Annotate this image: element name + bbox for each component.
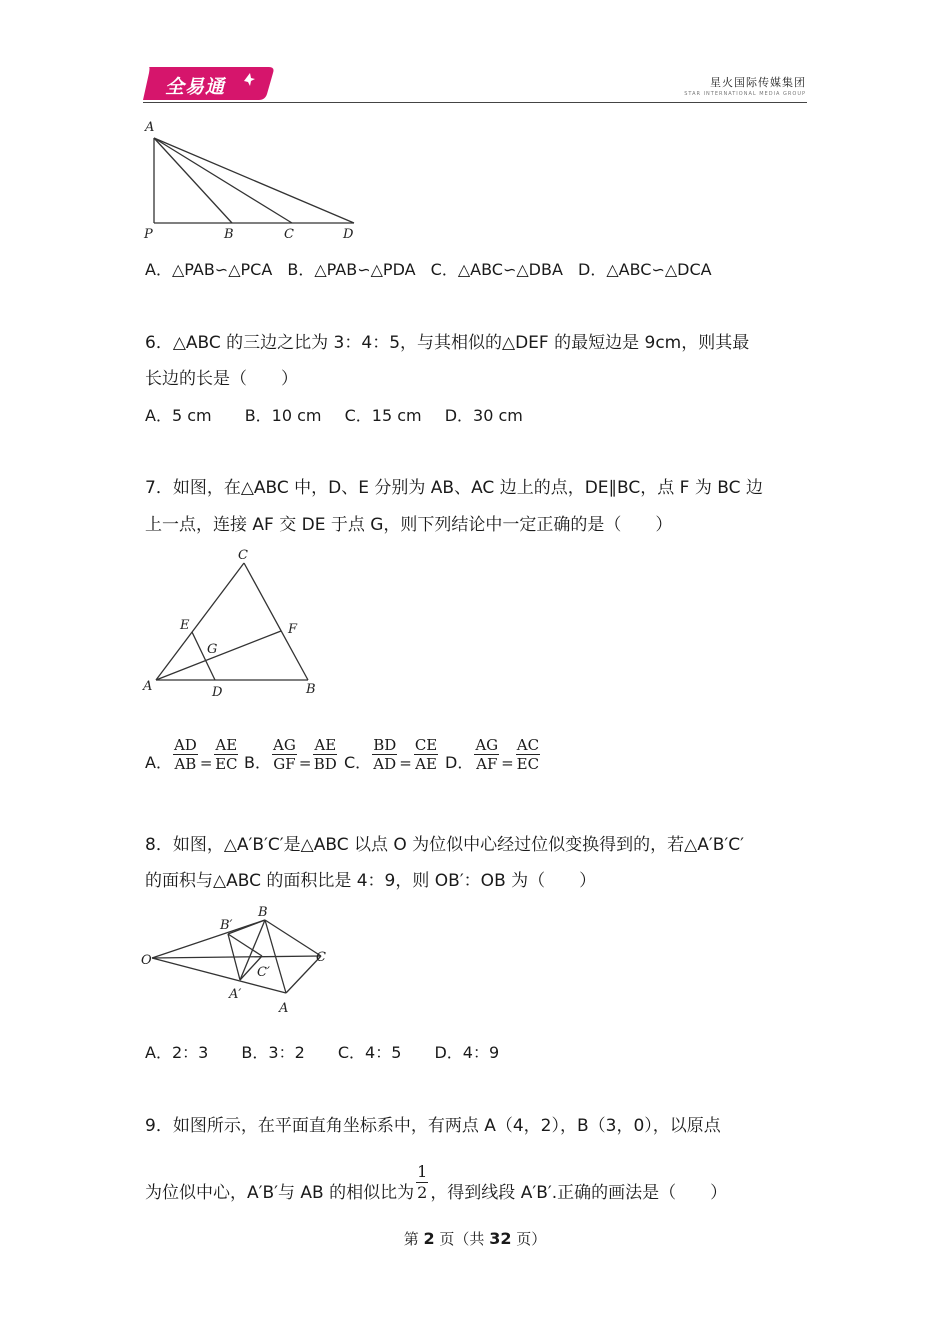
q7-option-c-letter: C．: [344, 753, 372, 772]
fig7-label-f: F: [288, 622, 298, 637]
q7-option-a-fraction-right: $\frac{AE}{EC}$: [215, 736, 238, 773]
fig7-label-a: A: [143, 679, 153, 694]
brand-name: 星火国际传媒集团: [710, 76, 806, 89]
q7-option-b-fraction-left: $\frac{AG}{GF}$: [272, 736, 296, 773]
fig5-label-c: C: [284, 227, 294, 242]
fig7-label-c: C: [238, 548, 248, 563]
q7-option-d-equals: =: [501, 754, 514, 772]
figure-q8: [138, 898, 338, 1018]
q7-option-c-equals: =: [399, 754, 412, 772]
fig5-label-d: D: [343, 227, 354, 242]
q8-option-a[interactable]: A．2：3: [145, 1043, 209, 1062]
fig8-label-b: B: [258, 905, 268, 920]
q7-option-a[interactable]: [145, 736, 239, 773]
q7-option-d-letter: D．: [445, 753, 474, 772]
fig8-label-a1: A′: [229, 987, 242, 1002]
logo-text: 全易通: [165, 76, 226, 98]
q5-option-c[interactable]: C．△ABC∽△DBA: [430, 260, 563, 279]
q7-option-d-fraction-right: $\frac{AC}{EC}$: [516, 736, 540, 773]
q7-option-a-letter: A．: [145, 753, 172, 772]
q9-line2-pre: 为位似中心，A′B′与 AB 的相似比为: [145, 1183, 415, 1203]
brand-subtitle: STAR INTERNATIONAL MEDIA GROUP: [684, 91, 806, 97]
q7-option-d-fraction-left: $\frac{AG}{AF}$: [475, 736, 499, 773]
q5-option-a[interactable]: A．△PAB∽△PCA: [145, 260, 273, 279]
fig8-segment-ob: [152, 920, 265, 958]
q8-option-d[interactable]: D．4：9: [434, 1043, 500, 1062]
header-divider: [143, 102, 807, 103]
fig7-segment-cb: [244, 563, 308, 680]
q7-text-line2: 上一点，连接 AF 交 DE 于点 G，则下列结论中一定正确的是（ ）: [145, 515, 673, 535]
q6-option-c[interactable]: C．15 cm: [344, 406, 422, 425]
q8-text-line1: 8．如图，△A′B′C′是△ABC 以点 O 为位似中心经过位似变换得到的，若△A′B′C′: [145, 835, 744, 855]
brand-block: [684, 74, 806, 97]
q7-option-c[interactable]: [344, 736, 439, 773]
fig7-label-g: G: [207, 642, 218, 657]
page-footer: [0, 1228, 950, 1249]
q9-fraction-numerator: 1: [417, 1162, 428, 1181]
fig8-label-o: O: [141, 953, 152, 968]
footer-total-pages: 32: [489, 1229, 512, 1248]
fig7-label-d: D: [212, 685, 223, 700]
fig8-label-c: C: [316, 950, 326, 965]
q7-option-a-fraction-left: $\frac{AD}{AB}$: [173, 736, 197, 773]
logo: [143, 67, 275, 100]
fig5-segment-ab: [154, 138, 232, 223]
fig5-label-a: A: [145, 120, 155, 135]
fig5-segment-ad: [154, 138, 354, 223]
q7-option-b-equals: =: [298, 754, 312, 772]
fig8-label-a: A: [279, 1001, 289, 1016]
q8-option-b[interactable]: B．3：2: [241, 1043, 305, 1062]
q7-option-b-letter: B．: [244, 753, 271, 772]
q5-option-d[interactable]: D．△ABC∽△DCA: [578, 260, 712, 279]
footer-pre: 第: [403, 1230, 424, 1248]
q9-text-line1: 9．如图所示，在平面直角坐标系中，有两点 A（4，2），B（3，0），以原点: [145, 1116, 721, 1136]
q6-option-b[interactable]: B．10 cm: [244, 406, 322, 425]
q8-text-line2: 的面积与△ABC 的面积比是 4：9，则 OB′：OB 为（ ）: [145, 871, 597, 891]
q6-text-line1: 6．△ABC 的三边之比为 3：4：5，与其相似的△DEF 的最短边是 9cm，则其最: [145, 333, 750, 353]
q7-option-b-fraction-right: $\frac{AE}{BD}$: [313, 736, 337, 773]
fig8-label-b1: B′: [220, 918, 233, 933]
fig5-segment-ac: [154, 138, 292, 223]
fig8-segment-oc: [152, 956, 321, 958]
fig5-label-b: B: [224, 227, 234, 242]
q5-option-b[interactable]: B．△PAB∽△PDA: [287, 260, 416, 279]
q7-option-d[interactable]: [445, 736, 541, 773]
q5-options: [145, 260, 722, 280]
footer-mid: 页（共: [434, 1230, 490, 1248]
footer-page-number: 2: [423, 1229, 435, 1248]
q8-options: [145, 1043, 509, 1063]
q8-option-c[interactable]: C．4：5: [337, 1043, 402, 1062]
fig7-label-b: B: [306, 682, 316, 697]
q7-option-c-fraction-left: $\frac{BD}{AD}$: [373, 736, 397, 773]
q7-option-c-fraction-right: $\frac{CE}{AE}$: [414, 736, 438, 773]
footer-post: 页）: [511, 1230, 547, 1248]
q9-line2-post: ，得到线段 A′B′.正确的画法是（ ）: [430, 1183, 728, 1203]
q6-option-d[interactable]: D．30 cm: [444, 406, 523, 425]
q9-fraction: [416, 1162, 428, 1203]
q6-options: [145, 406, 533, 426]
fig5-label-p: P: [144, 227, 153, 242]
q6-text-line2: 长边的长是（ ）: [145, 369, 298, 389]
fig8-label-c1: C′: [257, 965, 270, 980]
q7-option-b[interactable]: [244, 736, 338, 773]
figure-q7: [140, 543, 330, 703]
q9-fraction-denominator: 2: [417, 1183, 428, 1202]
q6-option-a[interactable]: A．5 cm: [145, 406, 212, 425]
q9-text-line2: [145, 1162, 727, 1203]
fig7-label-e: E: [180, 618, 190, 633]
q7-text-line1: 7．如图，在△ABC 中，D、E 分别为 AB、AC 边上的点，DE∥BC，点 F 为 BC 边: [145, 478, 763, 498]
q7-option-a-equals: =: [199, 754, 213, 772]
figure-q5: [140, 118, 370, 243]
